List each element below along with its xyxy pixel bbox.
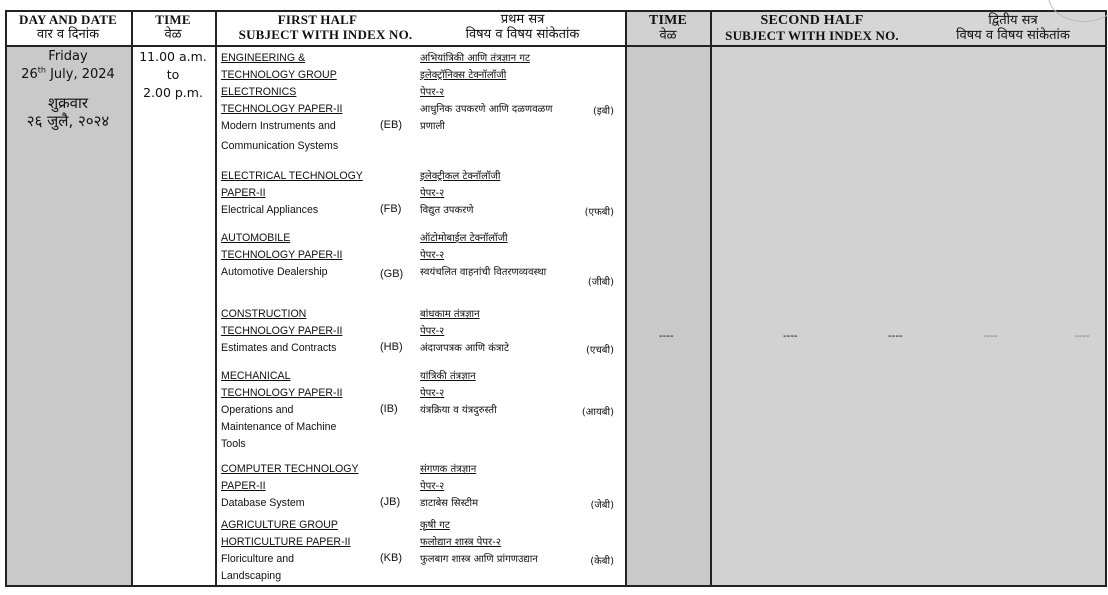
header-day-date (5, 12, 131, 42)
header-first-half-mr (420, 12, 625, 42)
subject-index-code: (GB) (380, 268, 404, 280)
time-to: to (166, 67, 180, 82)
subject-heading-line: AUTOMOBILE (221, 232, 291, 244)
right-border (1105, 10, 1107, 587)
subject-index-code: (JB) (380, 496, 401, 508)
subject-heading-line: TECHNOLOGY PAPER-II (221, 103, 343, 115)
second-dash-1: ---- (783, 330, 798, 342)
header-second-half-title: SECOND HALF (760, 13, 864, 28)
subject-mr-heading-line: इलेक्ट्रीकल टेक्नॉलॉजी (420, 171, 501, 182)
subject-en (221, 50, 381, 155)
time2-dash: ---- (659, 330, 674, 342)
subject-mr (420, 517, 585, 568)
header-time2-en: TIME (648, 13, 688, 28)
subject-mr-heading-line: पेपर-२ (420, 481, 445, 492)
subject-name-line: Landscaping (221, 570, 282, 582)
header-second-half-mr-sub: विषय व विषय सांकेतांक (956, 28, 1070, 43)
subject-mr-name-line: डाटाबेस सिस्टीम (420, 498, 479, 509)
divider-first-time2 (625, 10, 627, 587)
weekday-en: Friday (48, 49, 88, 64)
subject-en (221, 517, 381, 585)
subject-name-line: Maintenance of Machine (221, 421, 337, 433)
subject-mr-name-line: फुलबाग शास्त्र आणि प्रांगणउद्यान (420, 554, 538, 565)
header-second-half-mr (918, 13, 1108, 43)
second-dash-4: ---- (1075, 330, 1090, 342)
subject-mr-index-code: (जीबी) (587, 277, 614, 288)
subject-heading-line: CONSTRUCTION (221, 308, 307, 320)
subject-heading-line: AGRICULTURE GROUP (221, 519, 338, 531)
subject-mr-heading-line: यांत्रिकी तंत्रज्ञान (420, 371, 476, 382)
subject-mr-index-code: (एचबी) (586, 345, 614, 356)
subject-name-line: Database System (221, 497, 305, 509)
subject-name-line: Operations and (221, 404, 294, 416)
subject-mr-name-line: विद्युत उपकरणे (420, 205, 474, 216)
subject-heading-line: TECHNOLOGY GROUP (221, 69, 337, 81)
header-first-half-sub: SUBJECT WITH INDEX NO. (238, 27, 413, 42)
subject-mr-heading-line: बांधकाम तंत्रज्ञान (420, 309, 480, 320)
subject-heading-line: MECHANICAL (221, 370, 291, 382)
time2-column-bg (626, 46, 710, 586)
subject-name-line: Communication Systems (221, 140, 339, 152)
header-second-half-en (712, 13, 912, 43)
subject-mr-index-code: (केबी) (590, 556, 614, 567)
subject-mr (420, 50, 585, 135)
subject-heading-line: TECHNOLOGY PAPER-II (221, 249, 343, 261)
subject-mr-index-code: (एफबी) (584, 207, 614, 218)
subject-heading-line: ELECTRICAL TECHNOLOGY (221, 170, 363, 182)
second-dash-3: ---- (983, 330, 998, 342)
day-date-cell (5, 48, 131, 130)
subject-mr-heading-line: पेपर-२ (420, 87, 445, 98)
header-time-mr: वेळ (164, 27, 182, 42)
subject-mr-index-code: (जेबी) (590, 500, 614, 511)
subject-index-code: (FB) (380, 203, 402, 215)
date-en: 26th July, 2024 (21, 65, 115, 82)
subject-name-line: Automotive Dealership (221, 266, 328, 278)
header-time2 (626, 13, 710, 43)
subject-mr (420, 368, 585, 419)
subject-index-code: (IB) (380, 403, 398, 415)
subject-heading-line: PAPER-II (221, 187, 266, 199)
subject-mr-heading-line: इलेक्ट्रॉनिक्स टेक्नॉलॉजी (420, 70, 507, 81)
time-start: 11.00 a.m. (139, 49, 207, 64)
header-second-half-sub: SUBJECT WITH INDEX NO. (725, 28, 899, 43)
subject-mr-heading-line: अभियांत्रिकी आणि तंत्रज्ञान गट (420, 53, 531, 64)
subject-mr-index-code: (आयबी) (581, 407, 614, 418)
subject-name-line: Floriculture and (221, 553, 295, 565)
subject-mr-name-line: प्रणाली (420, 121, 445, 132)
subject-mr (420, 306, 585, 357)
subject-index-code: (KB) (380, 552, 402, 564)
header-first-half-en (215, 12, 420, 42)
subject-heading-line: ELECTRONICS (221, 86, 297, 98)
subject-mr-name-line: आधुनिक उपकरणे आणि दळणवळण (420, 104, 553, 115)
header-first-half-mr-title: प्रथम सत्र (500, 12, 545, 27)
subject-mr-name-line: यंत्रक्रिया व यंत्रदुरुस्ती (420, 405, 497, 416)
header-first-half-mr-sub: विषय व विषय सांकेतांक (465, 27, 580, 42)
subject-heading-line: TECHNOLOGY PAPER-II (221, 325, 343, 337)
time-end: 2.00 p.m. (143, 85, 203, 100)
subject-heading-line: ENGINEERING & (221, 52, 306, 64)
subject-mr-heading-line: पेपर-२ (420, 388, 445, 399)
subject-en (221, 306, 381, 357)
divider-time-first (215, 10, 217, 587)
subject-mr-heading-line: कृषी गट (420, 520, 450, 531)
subject-heading-line: COMPUTER TECHNOLOGY (221, 463, 359, 475)
subject-name-line: Tools (221, 438, 246, 450)
subject-heading-line: TECHNOLOGY PAPER-II (221, 387, 343, 399)
subject-mr-heading-line: फलोद्यान शास्त्र पेपर-२ (420, 537, 501, 548)
header-second-half-mr-title: द्वितीय सत्र (988, 13, 1038, 28)
subject-en (221, 168, 381, 219)
header-bottom-border (5, 45, 1106, 47)
header-time (131, 12, 215, 42)
header-first-half-title: FIRST HALF (277, 12, 358, 27)
second-dash-2: ---- (888, 330, 903, 342)
subject-mr-heading-line: ऑटोमोबाईल टेक्नॉलॉजी (420, 233, 508, 244)
subject-heading-line: HORTICULTURE PAPER-II (221, 536, 351, 548)
subject-mr-index-code: (इबी) (592, 106, 614, 117)
time-cell (131, 48, 215, 102)
subject-mr-heading-line: पेपर-२ (420, 188, 445, 199)
subject-heading-line: PAPER-II (221, 480, 266, 492)
subject-mr-name-line: स्वयंचलित वाहनांची वितरणव्यवस्था (420, 267, 547, 278)
subject-mr (420, 168, 585, 219)
subject-mr (420, 461, 585, 512)
header-time2-mr: वेळ (659, 28, 677, 43)
header-time-en: TIME (155, 12, 191, 27)
subject-mr-heading-line: पेपर-२ (420, 250, 445, 261)
second-half-column-bg (710, 46, 1106, 586)
subject-index-code: (EB) (380, 119, 402, 131)
subject-name-line: Electrical Appliances (221, 204, 319, 216)
subject-mr-heading-line: पेपर-२ (420, 326, 445, 337)
divider-time2-second (710, 10, 712, 587)
header-day-date-mr: वार व दिनांक (36, 27, 100, 42)
subject-index-code: (HB) (380, 341, 403, 353)
subject-en (221, 368, 381, 453)
subject-mr (420, 230, 585, 281)
bottom-border (5, 585, 1106, 587)
header-day-date-en: DAY AND DATE (19, 12, 117, 27)
subject-mr-heading-line: संगणक तंत्रज्ञान (420, 464, 477, 475)
subject-mr-name-line: अंदाजपत्रक आणि कंत्राटे (420, 343, 510, 354)
subject-name-line: Modern Instruments and (221, 120, 336, 132)
date-mr: २६ जुलै, २०२४ (26, 112, 110, 130)
subject-en (221, 230, 381, 281)
subject-name-line: Estimates and Contracts (221, 342, 337, 354)
weekday-mr: शुक्रवार (47, 94, 89, 112)
subject-en (221, 461, 381, 512)
